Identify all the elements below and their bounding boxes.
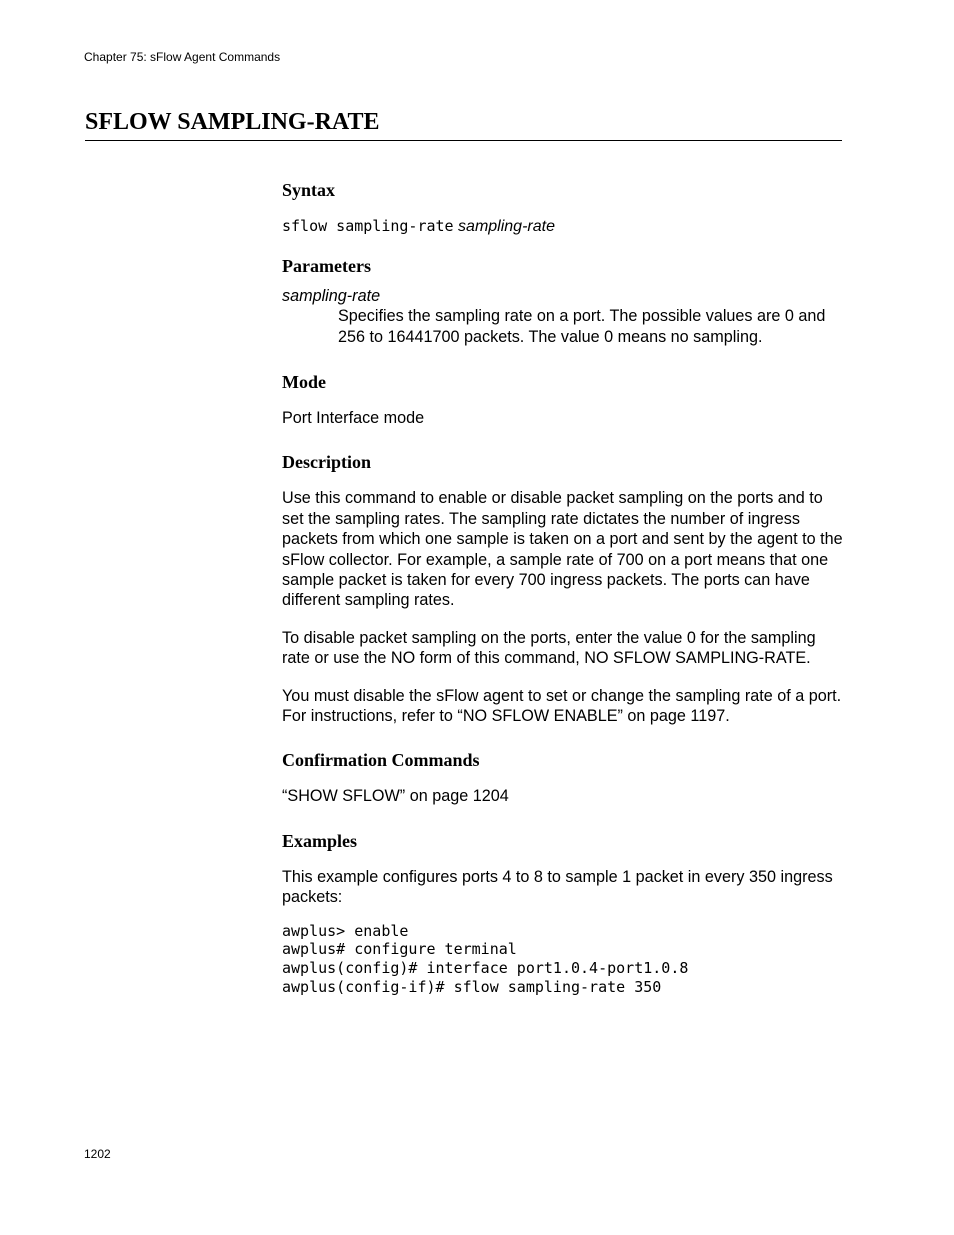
parameters-section [282, 254, 847, 348]
examples-heading: Examples [282, 830, 358, 851]
syntax-line [282, 216, 847, 237]
description-paragraph-2: To disable packet sampling on the ports, enter the value 0 for the sampling rate or use the NO form of this command, NO SFLOW SAMPLING-RATE. [282, 628, 816, 668]
mode-heading: Mode [282, 372, 326, 392]
parameters-heading: Parameters [282, 256, 371, 276]
description-paragraph-3: You must disable the sFlow agent to set or change the sampling rate of a port. For instructions, refer to “NO SFLOW ENABLE” on page 1197. [282, 686, 842, 726]
syntax-heading: Syntax [282, 180, 336, 200]
mode-text: Port Interface mode [282, 409, 425, 427]
description-heading: Description [282, 452, 371, 473]
page-title: SFLOW SAMPLING-RATE [85, 109, 380, 135]
examples-section [282, 829, 847, 997]
code-line: awplus# configure terminal [282, 940, 517, 959]
syntax-section [282, 178, 847, 237]
parameter-name: sampling-rate [282, 287, 381, 305]
confirmation-link[interactable]: “SHOW SFLOW” on page 1204 [282, 787, 509, 806]
page-number: 1202 [84, 1147, 111, 1161]
syntax-command: sflow sampling-rate [282, 217, 454, 235]
confirmation-section [282, 748, 847, 806]
syntax-argument: sampling-rate [458, 218, 555, 235]
running-header: Chapter 75: sFlow Agent Commands [84, 50, 281, 64]
description-paragraph-1: Use this command to enable or disable packet sampling on the ports and to set the sampling rates. The sampling rate dictates the number of ingress packets from which one sample is taken on a port and sent by the agent to the sFlow collector. For example, a sample rate of 700 on a port means that one sample packet is taken for every 700 ingress packets. The ports can have different sampling rates. [282, 489, 843, 610]
confirmation-heading: Confirmation Commands [282, 750, 480, 771]
description-section [282, 450, 847, 726]
examples-intro: This example configures ports 4 to 8 to sample 1 packet in every 350 ingress packets: [282, 867, 833, 907]
parameter-description: Specifies the sampling rate on a port. The possible values are 0 and 256 to 16441700 packets. The value 0 means no sampling. [338, 307, 826, 346]
code-line: awplus(config)# interface port1.0.4-port1.0.8 [282, 959, 689, 978]
command-content [282, 178, 847, 997]
code-block [282, 922, 847, 997]
title-rule [85, 140, 842, 141]
code-line: awplus> enable [282, 921, 409, 940]
mode-section [282, 370, 847, 428]
code-line: awplus(config-if)# sflow sampling-rate 350 [282, 978, 662, 997]
